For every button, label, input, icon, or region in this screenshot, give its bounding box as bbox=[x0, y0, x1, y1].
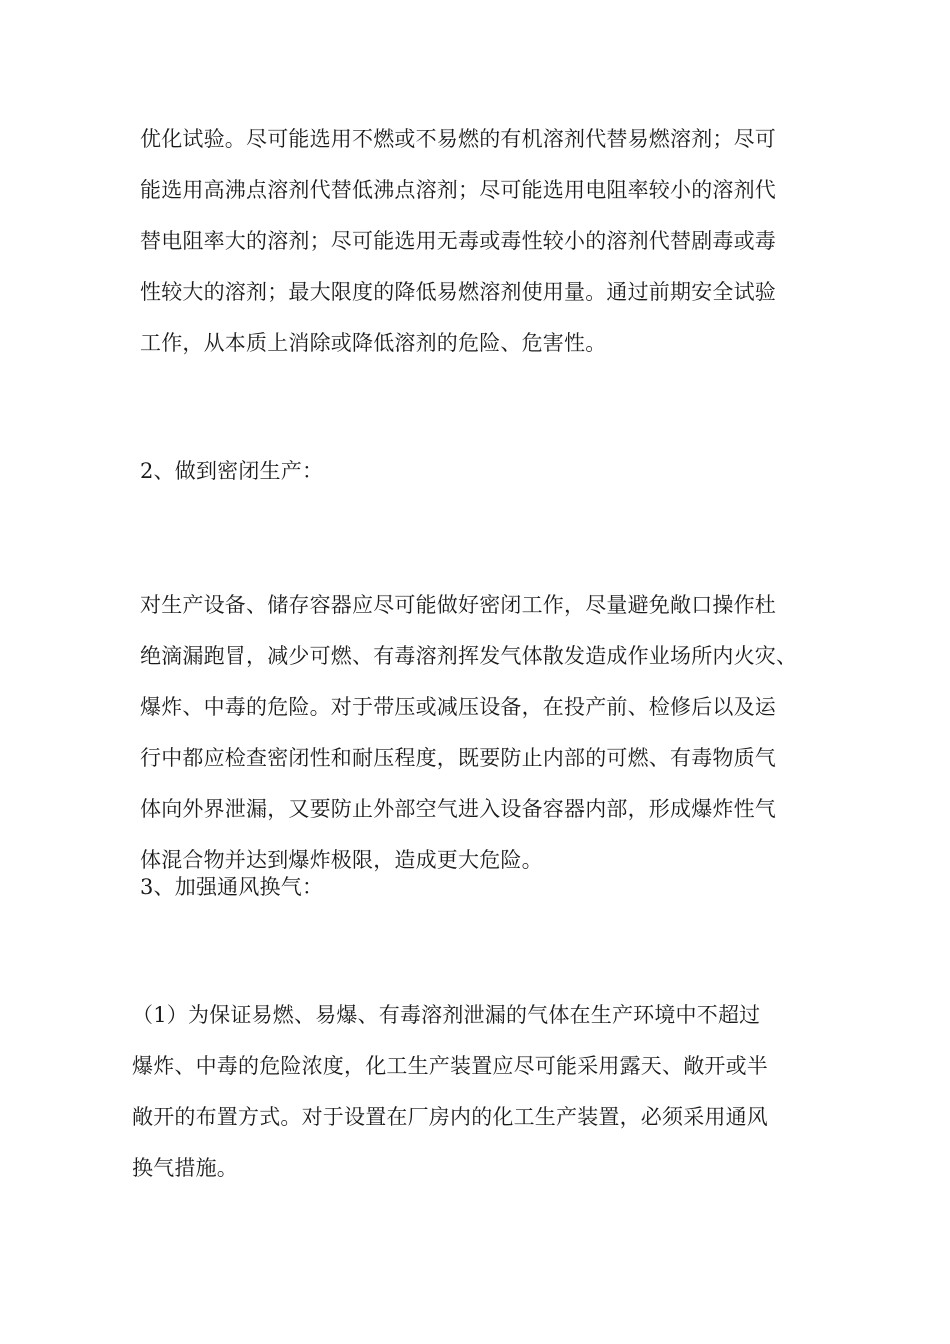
text-line: 能选用高沸点溶剂代替低沸点溶剂；尽可能选用电阻率较小的溶剂代 bbox=[140, 178, 776, 202]
text-line: 优化试验。尽可能选用不燃或不易燃的有机溶剂代替易燃溶剂；尽可 bbox=[140, 127, 776, 151]
paragraph-solvent-selection bbox=[140, 114, 840, 369]
text-line: 替电阻率大的溶剂；尽可能选用无毒或毒性较小的溶剂代替剧毒或毒 bbox=[140, 229, 776, 253]
paragraph-sealed-production bbox=[140, 580, 840, 886]
text-line: 对生产设备、储存容器应尽可能做好密闭工作，尽量避免敞口操作杜 bbox=[140, 593, 776, 617]
text-line: 体混合物并达到爆炸极限，造成更大危险。 bbox=[140, 848, 543, 872]
text-line: 爆炸、中毒的危险。对于带压或减压设备，在投产前、检修后以及运 bbox=[140, 695, 776, 719]
text-line: （1）为保证易燃、易爆、有毒溶剂泄漏的气体在生产环境中不超过 bbox=[132, 1003, 761, 1027]
heading-text: 2、做到密闭生产： bbox=[140, 459, 324, 483]
paragraph-ventilation bbox=[132, 990, 832, 1194]
heading-text: 3、加强通风换气： bbox=[140, 875, 324, 899]
section-heading-sealed-production bbox=[140, 456, 840, 486]
text-line: 敞开的布置方式。对于设置在厂房内的化工生产装置，必须采用通风 bbox=[132, 1105, 768, 1129]
text-line: 工作，从本质上消除或降低溶剂的危险、危害性。 bbox=[140, 331, 607, 355]
text-line: 行中都应检查密闭性和耐压程度，既要防止内部的可燃、有毒物质气 bbox=[140, 746, 776, 770]
text-line: 爆炸、中毒的危险浓度，化工生产装置应尽可能采用露天、敞开或半 bbox=[132, 1054, 768, 1078]
text-line: 绝滴漏跑冒，减少可燃、有毒溶剂挥发气体散发造成作业场所内火灾、 bbox=[140, 644, 798, 668]
text-line: 体向外界泄漏，又要防止外部空气进入设备容器内部，形成爆炸性气 bbox=[140, 797, 776, 821]
text-line: 性较大的溶剂；最大限度的降低易燃溶剂使用量。通过前期安全试验 bbox=[140, 280, 776, 304]
section-heading-ventilation bbox=[140, 872, 840, 902]
text-line: 换气措施。 bbox=[132, 1156, 238, 1180]
